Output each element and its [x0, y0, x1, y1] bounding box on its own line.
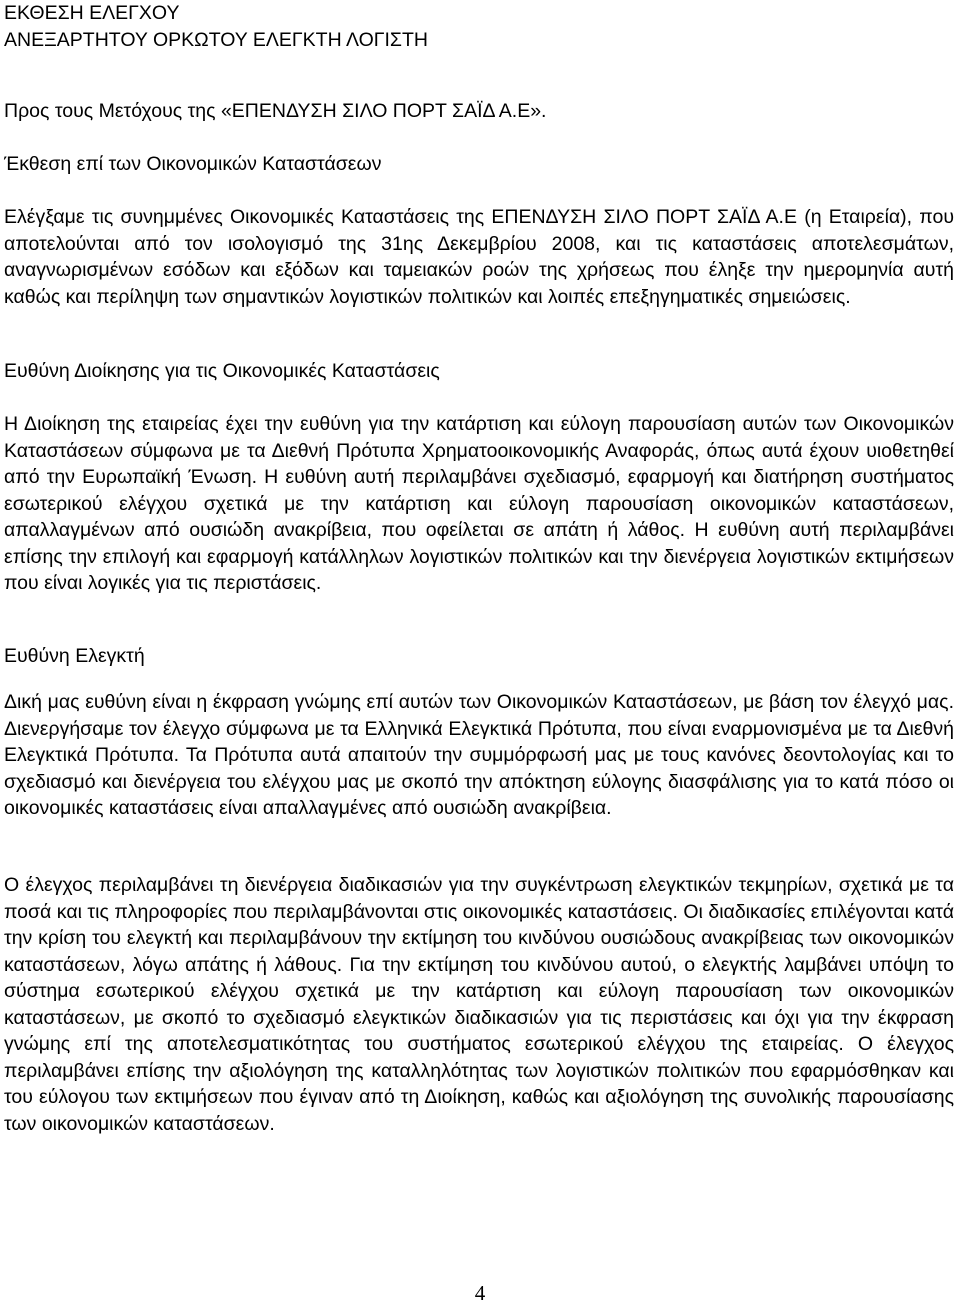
- paragraph-audit-procedures: Ο έλεγχος περιλαμβάνει τη διενέργεια διαδικασιών για την συγκέντρωση ελεγκτικών τεκμηρίων, σχετικά με τα ποσά και τις πληροφορίες που περιλαμβάνονται στις οικονομικές καταστάσεις. Οι διαδικασίες επιλέγονται κατά την κρίση του ελεγκτή και περιλαμβάνουν την εκτίμηση του κινδύνου ουσιώδους ανακρίβειας των οικονομικών καταστάσεων, λόγω απάτης ή λάθους. Για την εκτίμηση του κινδύνου αυτού, ο ελεγκτής λαμβάνει υπόψη το σύστημα εσωτερικού ελέγχου σχετικά με την κατάρτιση και εύλογη παρουσίαση των οικονομικών καταστάσεων, με σκοπό το σχεδιασμό ελεγκτικών διαδικασιών για τις περιστάσεις και όχι για την έκφραση γνώμης επί της αποτελεσματικότητας του συστήματος εσωτερικού ελέγχου της εταιρείας. Ο έλεγχος περιλαμβάνει επίσης την αξιολόγηση της καταλληλότητας των λογιστικών πολιτικών που εφαρμόσθηκαν και του εύλογου των εκτιμήσεων που έγιναν από τη Διοίκηση, καθώς και αξιολόγηση της συνολικής παρουσίασης των οικονομικών καταστάσεων.: [4, 874, 954, 1135]
- section-heading-management-responsibility: Ευθύνη Διοίκησης για τις Οικονομικές Καταστάσεις: [4, 360, 440, 382]
- report-title-line-1: ΕΚΘΕΣΗ ΕΛΕΓΧΟΥ: [4, 2, 180, 24]
- report-title-line-2: ΑΝΕΞΑΡΤΗΤΟΥ ΟΡΚΩΤΟΥ ΕΛΕΓΚΤΗ ΛΟΓΙΣΤΗ: [4, 28, 428, 51]
- report-title: [4, 0, 954, 53]
- section-heading-financial-statements: Έκθεση επί των Οικονομικών Καταστάσεων: [4, 153, 382, 175]
- paragraph-auditor-responsibility: Δική μας ευθύνη είναι η έκφραση γνώμης επί αυτών των Οικονομικών Καταστάσεων, με βάση τον έλεγχό μας. Διενεργήσαμε τον έλεγχο σύμφωνα με τα Ελληνικά Ελεγκτικά Πρότυπα, που είναι εναρμονισμένα με τα Διεθνή Ελεγκτικά Πρότυπα. Τα Πρότυπα αυτά απαιτούν την συμμόρφωσή μας με τους κανόνες δεοντολογίας και το σχεδιασμό και διενέργεια του ελέγχου μας με σκοπό την απόκτηση εύλογης διασφάλισης για το κατά πόσο οι οικονομικές καταστάσεις είναι απαλλαγμένες από ουσιώδη ανακρίβεια.: [4, 691, 954, 819]
- addressee-line: Προς τους Μετόχους της «ΕΠΕΝΔΥΣΗ ΣΙΛΟ ΠΟΡΤ ΣΑΪΔ Α.Ε».: [4, 100, 547, 122]
- paragraph-audit-scope: Ελέγξαμε τις συνημμένες Οικονομικές Καταστάσεις της ΕΠΕΝΔΥΣΗ ΣΙΛΟ ΠΟΡΤ ΣΑΪΔ Α.Ε (η Εταιρεία), που αποτελούνται από τον ισολογισμό της 31ης Δεκεμβρίου 2008, και τις καταστάσεις αποτελεσμάτων, αναγνωρισμένων εσόδων και εξόδων και ταμειακών ροών της χρήσεως που έληξε την ημερομηνία αυτή καθώς και περίληψη των σημαντικών λογιστικών πολιτικών και λοιπές επεξηγηματικές σημειώσεις.: [4, 206, 954, 308]
- page-number: 4: [474, 1281, 486, 1305]
- paragraph-management-responsibility: Η Διοίκηση της εταιρείας έχει την ευθύνη για την κατάρτιση και εύλογη παρουσίαση αυτών των Οικονομικών Καταστάσεων σύμφωνα με τα Διεθνή Πρότυπα Χρηματοοικονομικής Αναφοράς, όπως αυτά έχουν υιοθετηθεί από την Ευρωπαϊκή Ένωση. Η ευθύνη αυτή περιλαμβάνει σχεδιασμό, εφαρμογή και διατήρηση συστήματος εσωτερικού ελέγχου σχετικά με την κατάρτιση και εύλογη παρουσίαση οικονομικών καταστάσεων, απαλλαγμένων από ουσιώδη ανακρίβεια, που οφείλεται σε απάτη ή λάθος. Η ευθύνη αυτή περιλαμβάνει επίσης την επιλογή και εφαρμογή κατάλληλων λογιστικών πολιτικών και την διενέργεια λογιστικών εκτιμήσεων που είναι λογικές για τις περιστάσεις.: [4, 413, 954, 594]
- section-heading-auditor-responsibility: Ευθύνη Ελεγκτή: [4, 645, 145, 667]
